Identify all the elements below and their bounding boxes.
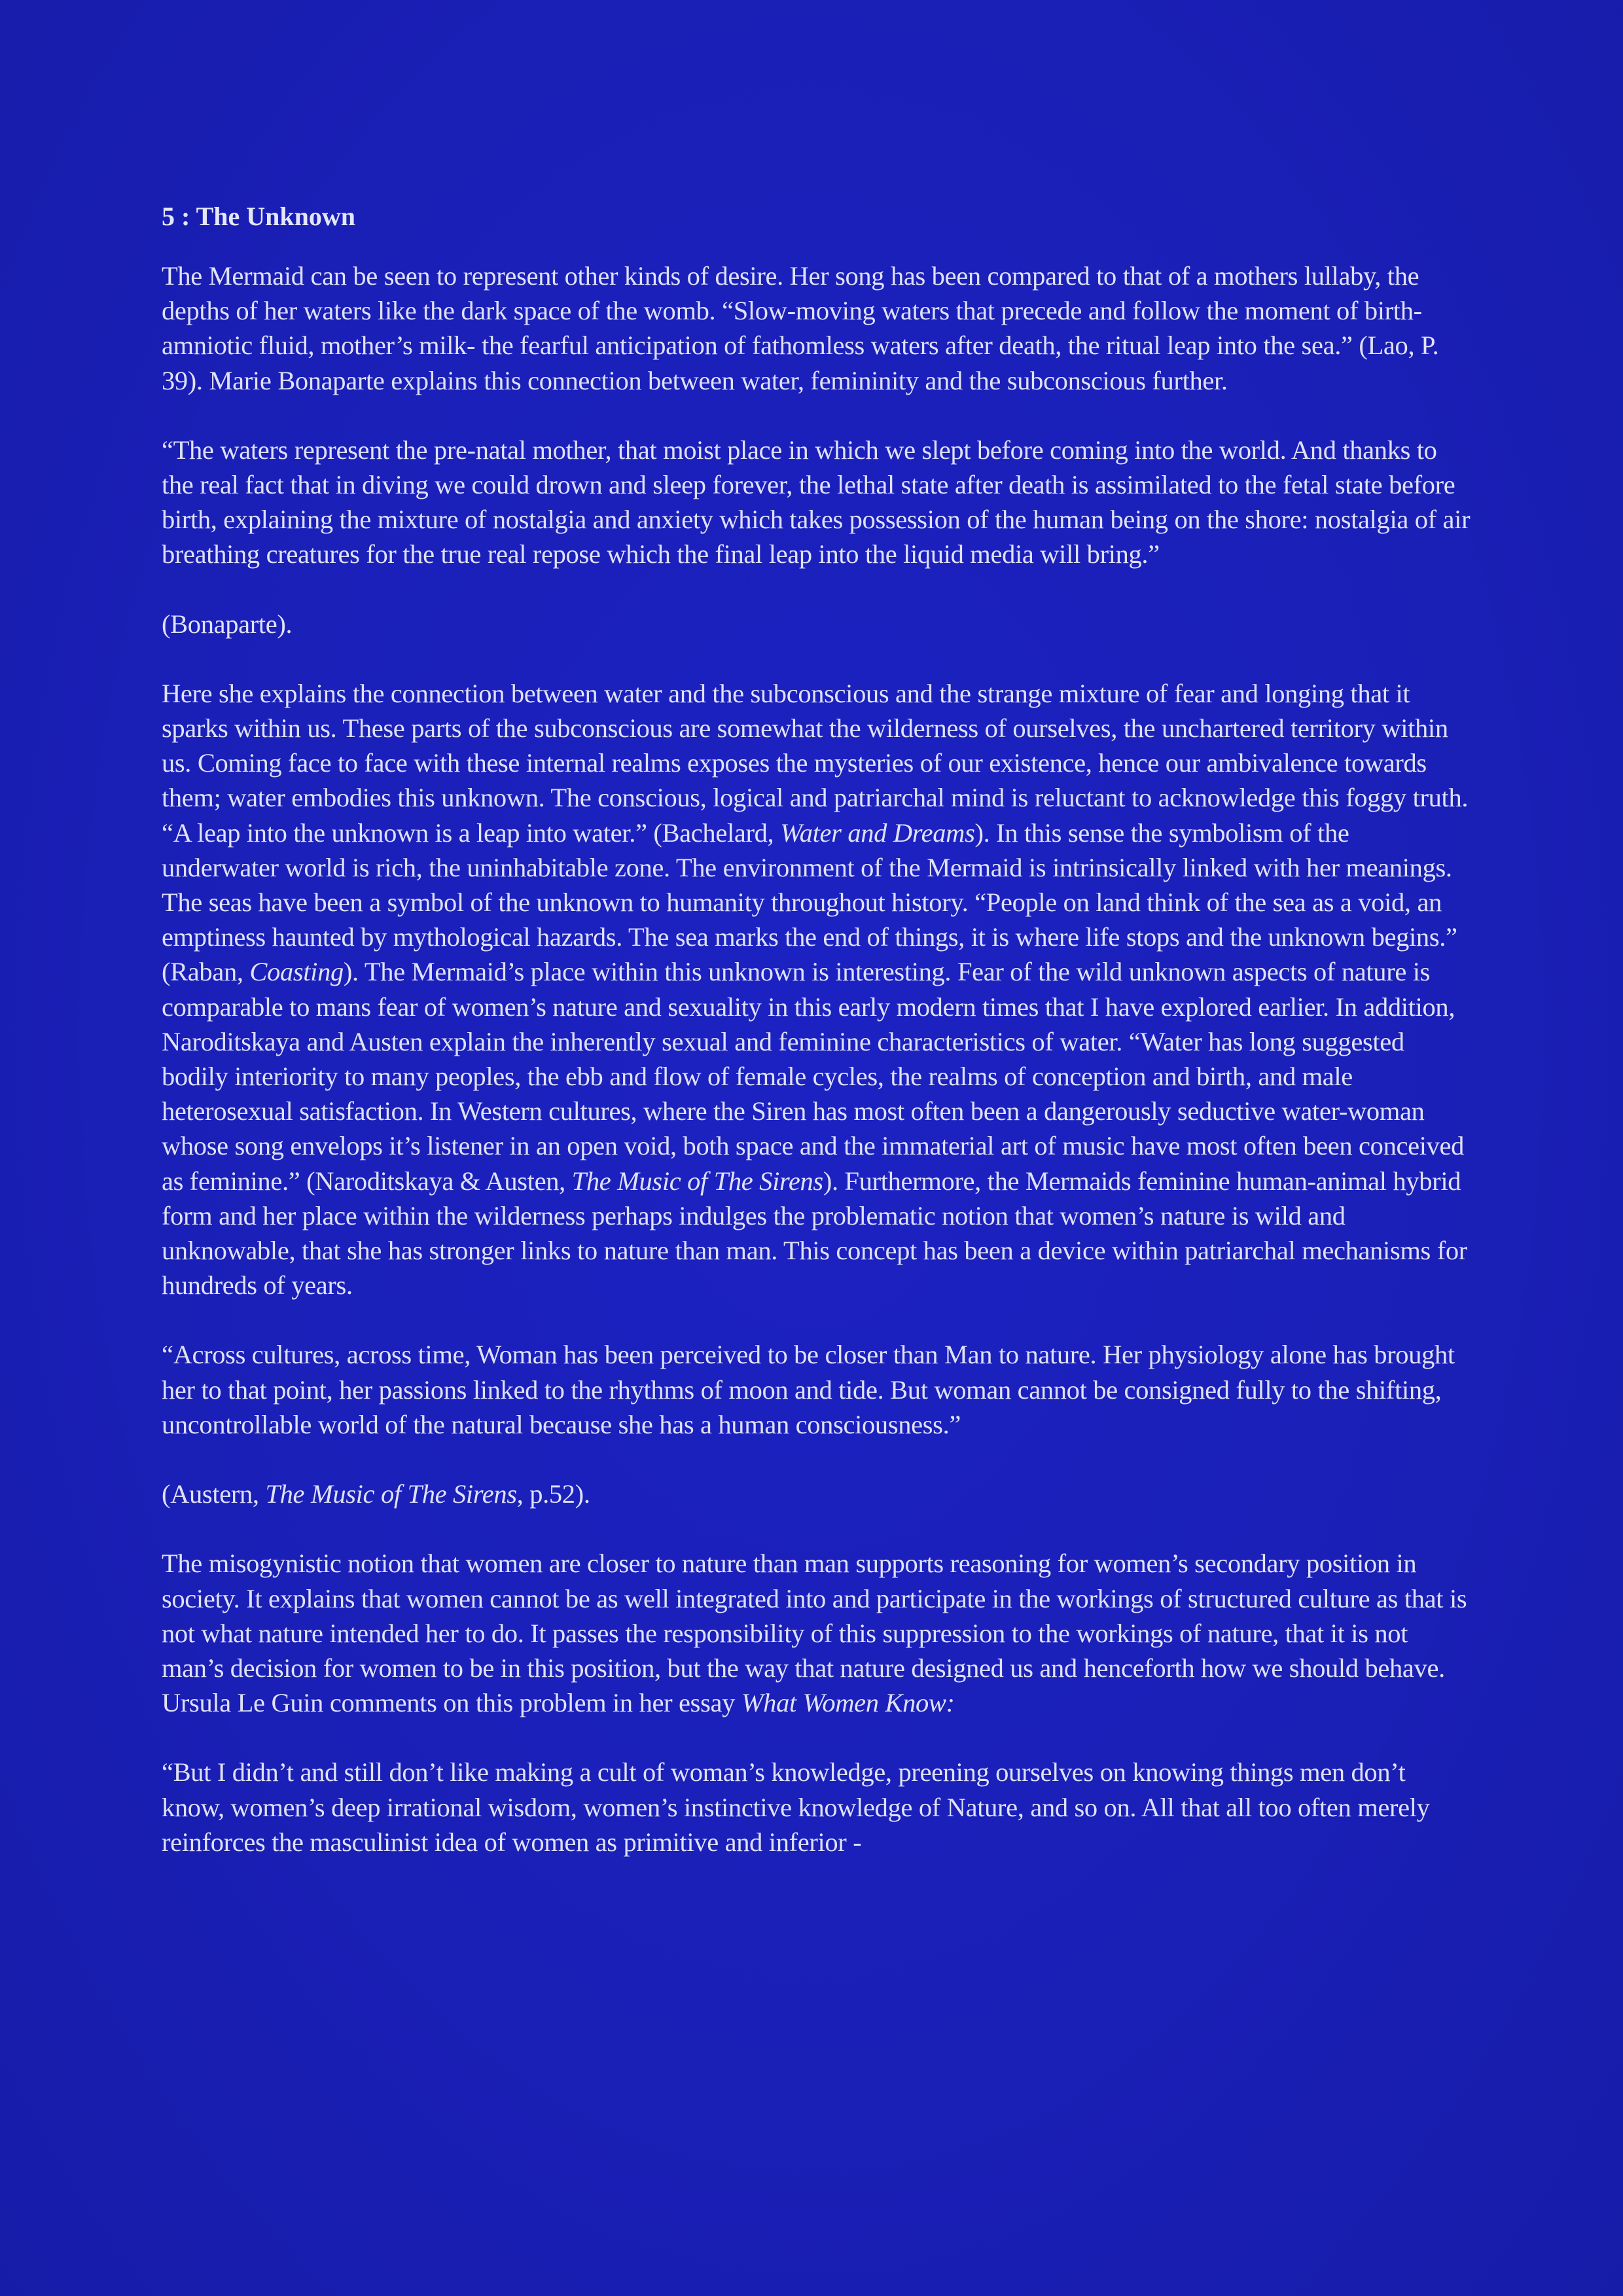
text-run: “But I didn’t and still don’t like making a cult of woman’s knowledge, preening ourselves on knowing things men don’t know, women’s deep irrational wisdom, women’s instinctive knowledge of Nature, and so on. All that all too often merely reinforces the masculinist idea of women as primitive and inferior - xyxy=(162,1757,1430,1857)
italic-title: The Music of The Sirens xyxy=(571,1166,823,1196)
paragraph-p1 xyxy=(162,259,1471,398)
text-run: “The waters represent the pre-natal mother, that moist place in which we slept before coming into the world. And thanks to the real fact that in diving we could drown and sleep forever, the lethal state after death is assimilated to the fetal state before birth, explaining the mixture of nostalgia and anxiety which takes possession of the human being on the shore: nostalgia of air breathing creatures for the true real repose which the final leap into the liquid media will bring.” xyxy=(162,435,1471,569)
italic-title: What Women Know: xyxy=(741,1688,955,1718)
paragraph-p4 xyxy=(162,676,1471,1303)
text-run: ). The Mermaid’s place within this unknown is interesting. Fear of the wild unknown aspects of nature is comparable to mans fear of women’s nature and sexuality in this early modern times that I have explored earlier. In addition, Naroditskaya and Austen explain the inherently sexual and feminine characteristics of water. “Water has long suggested bodily interiority to many peoples, the ebb and flow of female cycles, the realms of conception and birth, and male heterosexual satisfaction. In Western cultures, where the Siren has most often been a dangerously seductive water-woman whose song envelops it’s listener in an open void, both space and the immaterial art of music have most often been conceived as feminine.” (Naroditskaya & Austen, xyxy=(162,957,1465,1196)
section-heading: 5 : The Unknown xyxy=(162,202,356,231)
text-run: The Mermaid can be seen to represent other kinds of desire. Her song has been compared to that of a mothers lullaby, the depths of her waters like the dark space of the womb. “Slow-moving waters that precede and follow the moment of birth- amniotic fluid, mother’s milk- the fearful anticipation of fathomless waters after death, the ritual leap into the sea.” (Lao, P. 39). Marie Bonaparte explains this connection between water, femininity and the subconscious further. xyxy=(162,261,1439,395)
text-run: The misogynistic notion that women are closer to nature than man supports reasoning for women’s secondary position in society. It explains that women cannot be as well integrated into and participate in the workings of structured culture as that is not what nature intended her to do. It passes the responsibility of this suppression to the workings of nature, that it is not man’s decision for women to be in this position, but the way that nature designed us and henceforth how we should behave. Ursula Le Guin comments on this problem in her essay xyxy=(162,1549,1467,1718)
text-run: , p.52). xyxy=(516,1479,590,1509)
italic-title: The Music of The Sirens xyxy=(265,1479,517,1509)
paragraph-p7 xyxy=(162,1546,1471,1720)
text-run: ). In this sense the symbolism of the underwater world is rich, the uninhabitable zone. The environment of the Mermaid is intrinsically linked with her meanings. The seas have been a symbol of the unknown to humanity throughout history. “People on land think of the sea as a void, an emptiness haunted by mythological hazards. The sea marks the end of things, it is where life stops and the unknown begins.” (Raban, xyxy=(162,817,1457,987)
text-run: ). Furthermore, the Mermaids feminine human-animal hybrid form and her place within the wilderness perhaps indulges the problematic notion that women’s nature is wild and unknowable, that she has stronger links to nature than man. This concept has been a device within patriarchal mechanisms for hundreds of years. xyxy=(162,1166,1467,1300)
text-run: (Austern, xyxy=(162,1479,266,1509)
document-body xyxy=(162,200,1471,1894)
text-run: “Across cultures, across time, Woman has been perceived to be closer than Man to nature. Her physiology alone has brought her to that point, her passions linked to the rhythms of moon and tide. But woman cannot be consigned fully to the shifting, uncontrollable world of the natural because she has a human consciousness.” xyxy=(162,1340,1455,1439)
paragraph-p8 xyxy=(162,1755,1471,1859)
italic-title: Water and Dreams xyxy=(780,817,975,848)
text-run: Here she explains the connection between water and the subconscious and the strange mixture of fear and longing that it sparks within us. These parts of the subconscious are somewhat the wilderness of ourselves, the unchartered territory within us. Coming face to face with these internal realms exposes the mysteries of our existence, hence our ambivalence towards them; water embodies this unknown. The conscious, logical and patriarchal mind is reluctant to acknowledge this foggy truth. “A leap into the unknown is a leap into water.” (Bachelard, xyxy=(162,678,1469,848)
text-run: (Bonaparte). xyxy=(162,609,293,639)
paragraph-list xyxy=(162,259,1471,1859)
paragraph-p2 xyxy=(162,433,1471,572)
italic-title: Coasting xyxy=(249,957,344,987)
paragraph-p6 xyxy=(162,1477,1471,1511)
paragraph-p3 xyxy=(162,607,1471,641)
paragraph-p5 xyxy=(162,1337,1471,1442)
